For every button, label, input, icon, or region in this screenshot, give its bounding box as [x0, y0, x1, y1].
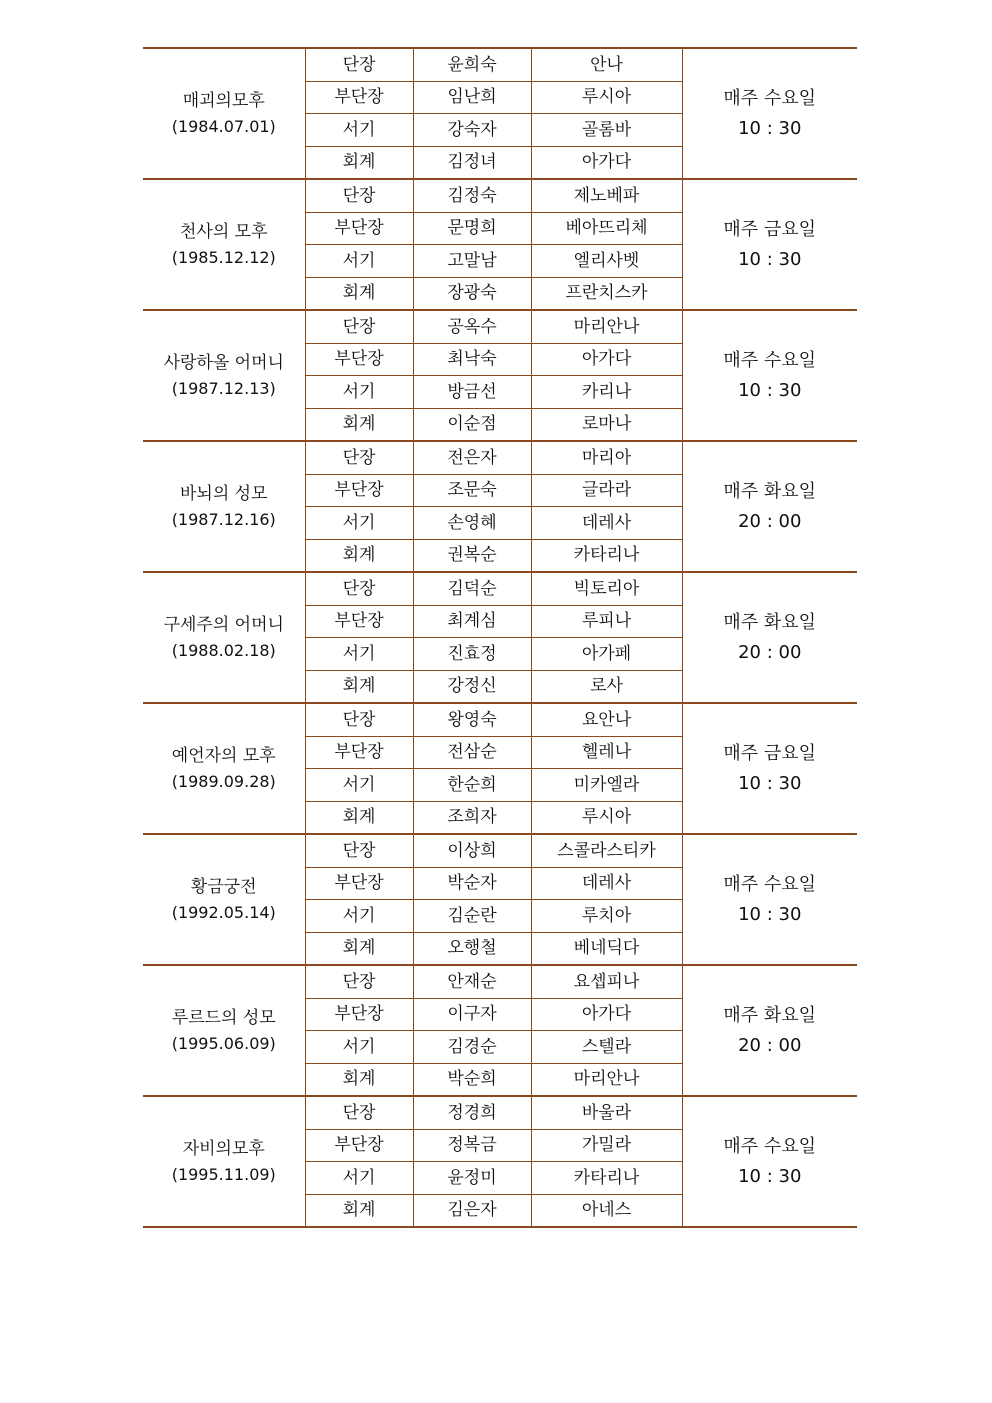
member-saint-name: 바울라	[531, 1096, 682, 1129]
member-name: 김덕순	[413, 572, 531, 605]
group-cell	[143, 703, 305, 834]
member-saint-name: 카타리나	[531, 1162, 682, 1195]
member-saint-name: 프란치스카	[531, 277, 682, 310]
member-saint-name: 안나	[531, 48, 682, 81]
member-role: 부단장	[305, 1129, 413, 1162]
member-name: 박순희	[413, 1063, 531, 1096]
member-row	[143, 703, 857, 736]
member-saint-name: 카리나	[531, 376, 682, 409]
member-role: 서기	[305, 114, 413, 147]
meeting-day: 매주 수요일	[723, 873, 817, 895]
group-founded-date: (1995.11.09)	[171, 1164, 276, 1184]
member-name: 박순자	[413, 867, 531, 900]
member-role: 서기	[305, 507, 413, 540]
member-name: 정복금	[413, 1129, 531, 1162]
meeting-day: 매주 수요일	[723, 349, 817, 371]
meeting-time: 20 : 00	[738, 510, 802, 532]
member-saint-name: 카타리나	[531, 539, 682, 572]
member-saint-name: 로사	[531, 670, 682, 703]
member-saint-name: 마리안나	[531, 310, 682, 343]
member-saint-name: 루치아	[531, 900, 682, 933]
meeting-time: 10 : 30	[738, 248, 802, 270]
meeting-time: 10 : 30	[738, 379, 802, 401]
member-role: 부단장	[305, 605, 413, 638]
legion-roster-table	[143, 47, 857, 1228]
member-role: 부단장	[305, 998, 413, 1031]
group-founded-date: (1995.06.09)	[171, 1033, 276, 1053]
member-name: 손영혜	[413, 507, 531, 540]
member-role: 단장	[305, 441, 413, 474]
group-cell	[143, 310, 305, 441]
member-role: 부단장	[305, 212, 413, 245]
member-role: 서기	[305, 1031, 413, 1064]
member-name: 김순란	[413, 900, 531, 933]
member-name: 안재순	[413, 965, 531, 998]
member-row	[143, 310, 857, 343]
meeting-day: 매주 수요일	[723, 87, 817, 109]
member-name: 전은자	[413, 441, 531, 474]
member-name: 김경순	[413, 1031, 531, 1064]
meeting-day: 매주 화요일	[723, 1004, 817, 1026]
member-name: 오행철	[413, 932, 531, 965]
meeting-cell	[682, 572, 857, 703]
member-row	[143, 965, 857, 998]
group-name: 천사의 모후	[179, 221, 268, 242]
group-founded-date: (1987.12.16)	[171, 509, 276, 529]
member-saint-name: 헬레나	[531, 736, 682, 769]
member-saint-name: 마리아	[531, 441, 682, 474]
group-cell	[143, 572, 305, 703]
member-role: 단장	[305, 834, 413, 867]
member-role: 단장	[305, 48, 413, 81]
member-name: 강숙자	[413, 114, 531, 147]
member-saint-name: 아가페	[531, 638, 682, 671]
roster-body	[143, 48, 857, 1227]
member-name: 왕영숙	[413, 703, 531, 736]
member-row	[143, 572, 857, 605]
member-role: 단장	[305, 965, 413, 998]
group-founded-date: (1992.05.14)	[171, 902, 276, 922]
member-role: 회계	[305, 146, 413, 179]
meeting-cell	[682, 441, 857, 572]
member-saint-name: 골롬바	[531, 114, 682, 147]
member-role: 회계	[305, 932, 413, 965]
group-cell	[143, 1096, 305, 1227]
member-saint-name: 베네딕다	[531, 932, 682, 965]
member-role: 서기	[305, 638, 413, 671]
member-name: 공옥수	[413, 310, 531, 343]
member-name: 김은자	[413, 1194, 531, 1227]
member-saint-name: 가밀라	[531, 1129, 682, 1162]
member-role: 회계	[305, 1063, 413, 1096]
member-role: 부단장	[305, 81, 413, 114]
member-role: 단장	[305, 310, 413, 343]
member-name: 조문숙	[413, 474, 531, 507]
meeting-cell	[682, 48, 857, 179]
member-saint-name: 요셉피나	[531, 965, 682, 998]
meeting-time: 20 : 00	[738, 641, 802, 663]
member-name: 고말남	[413, 245, 531, 278]
member-saint-name: 아가다	[531, 146, 682, 179]
member-name: 권복순	[413, 539, 531, 572]
member-role: 회계	[305, 277, 413, 310]
member-role: 회계	[305, 539, 413, 572]
member-saint-name: 미카엘라	[531, 769, 682, 802]
member-name: 윤희숙	[413, 48, 531, 81]
member-role: 단장	[305, 179, 413, 212]
group-name: 루르드의 성모	[171, 1007, 276, 1028]
member-name: 방금선	[413, 376, 531, 409]
member-saint-name: 스콜라스티카	[531, 834, 682, 867]
member-name: 한순희	[413, 769, 531, 802]
group-name: 예언자의 모후	[171, 745, 276, 766]
group-cell	[143, 834, 305, 965]
meeting-time: 20 : 00	[738, 1034, 802, 1056]
member-name: 김정숙	[413, 179, 531, 212]
member-name: 강정신	[413, 670, 531, 703]
member-role: 단장	[305, 572, 413, 605]
member-saint-name: 마리안나	[531, 1063, 682, 1096]
group-cell	[143, 48, 305, 179]
member-role: 회계	[305, 670, 413, 703]
meeting-day: 매주 수요일	[723, 1135, 817, 1157]
group-founded-date: (1984.07.01)	[171, 116, 276, 136]
member-saint-name: 아네스	[531, 1194, 682, 1227]
member-name: 이상희	[413, 834, 531, 867]
member-role: 부단장	[305, 474, 413, 507]
member-role: 회계	[305, 801, 413, 834]
meeting-time: 10 : 30	[738, 772, 802, 794]
meeting-day: 매주 금요일	[723, 218, 817, 240]
member-saint-name: 베아뜨리체	[531, 212, 682, 245]
member-name: 최낙숙	[413, 343, 531, 376]
group-name: 매괴의모후	[182, 90, 265, 111]
member-saint-name: 루피나	[531, 605, 682, 638]
group-name: 구세주의 어머니	[163, 614, 284, 635]
meeting-day: 매주 금요일	[723, 742, 817, 764]
member-role: 단장	[305, 1096, 413, 1129]
member-role: 회계	[305, 1194, 413, 1227]
group-cell	[143, 965, 305, 1096]
member-name: 전삼순	[413, 736, 531, 769]
member-role: 서기	[305, 769, 413, 802]
meeting-time: 10 : 30	[738, 1165, 802, 1187]
member-saint-name: 요안나	[531, 703, 682, 736]
member-role: 서기	[305, 376, 413, 409]
group-founded-date: (1985.12.12)	[171, 247, 276, 267]
meeting-day: 매주 화요일	[723, 480, 817, 502]
group-name: 자비의모후	[182, 1138, 265, 1159]
group-name: 황금궁전	[190, 876, 257, 897]
member-role: 부단장	[305, 736, 413, 769]
meeting-time: 10 : 30	[738, 117, 802, 139]
member-saint-name: 로마나	[531, 408, 682, 441]
member-role: 서기	[305, 245, 413, 278]
group-name: 사랑하올 어머니	[163, 352, 284, 373]
meeting-cell	[682, 1096, 857, 1227]
member-saint-name: 글라라	[531, 474, 682, 507]
member-saint-name: 루시아	[531, 81, 682, 114]
meeting-cell	[682, 703, 857, 834]
member-row	[143, 1096, 857, 1129]
member-name: 정경희	[413, 1096, 531, 1129]
member-name: 임난희	[413, 81, 531, 114]
member-saint-name: 아가다	[531, 343, 682, 376]
meeting-cell	[682, 179, 857, 310]
group-cell	[143, 441, 305, 572]
member-saint-name: 빅토리아	[531, 572, 682, 605]
member-row	[143, 179, 857, 212]
group-founded-date: (1988.02.18)	[171, 640, 276, 660]
member-name: 장광숙	[413, 277, 531, 310]
member-role: 회계	[305, 408, 413, 441]
member-role: 단장	[305, 703, 413, 736]
member-role: 서기	[305, 900, 413, 933]
member-saint-name: 데레사	[531, 507, 682, 540]
meeting-cell	[682, 310, 857, 441]
member-row	[143, 441, 857, 474]
group-founded-date: (1989.09.28)	[171, 771, 276, 791]
member-saint-name: 루시아	[531, 801, 682, 834]
member-saint-name: 아가다	[531, 998, 682, 1031]
meeting-day: 매주 화요일	[723, 611, 817, 633]
meeting-cell	[682, 965, 857, 1096]
member-name: 조희자	[413, 801, 531, 834]
member-row	[143, 834, 857, 867]
member-saint-name: 데레사	[531, 867, 682, 900]
member-name: 문명희	[413, 212, 531, 245]
member-name: 진효정	[413, 638, 531, 671]
group-founded-date: (1987.12.13)	[171, 378, 276, 398]
meeting-cell	[682, 834, 857, 965]
member-saint-name: 제노베파	[531, 179, 682, 212]
member-role: 서기	[305, 1162, 413, 1195]
member-role: 부단장	[305, 343, 413, 376]
member-saint-name: 스텔라	[531, 1031, 682, 1064]
group-cell	[143, 179, 305, 310]
meeting-time: 10 : 30	[738, 903, 802, 925]
member-row	[143, 48, 857, 81]
member-role: 부단장	[305, 867, 413, 900]
member-name: 윤정미	[413, 1162, 531, 1195]
member-name: 이순점	[413, 408, 531, 441]
member-name: 최계심	[413, 605, 531, 638]
member-name: 이구자	[413, 998, 531, 1031]
member-name: 김정녀	[413, 146, 531, 179]
member-saint-name: 엘리사벳	[531, 245, 682, 278]
group-name: 바뇌의 성모	[179, 483, 268, 504]
